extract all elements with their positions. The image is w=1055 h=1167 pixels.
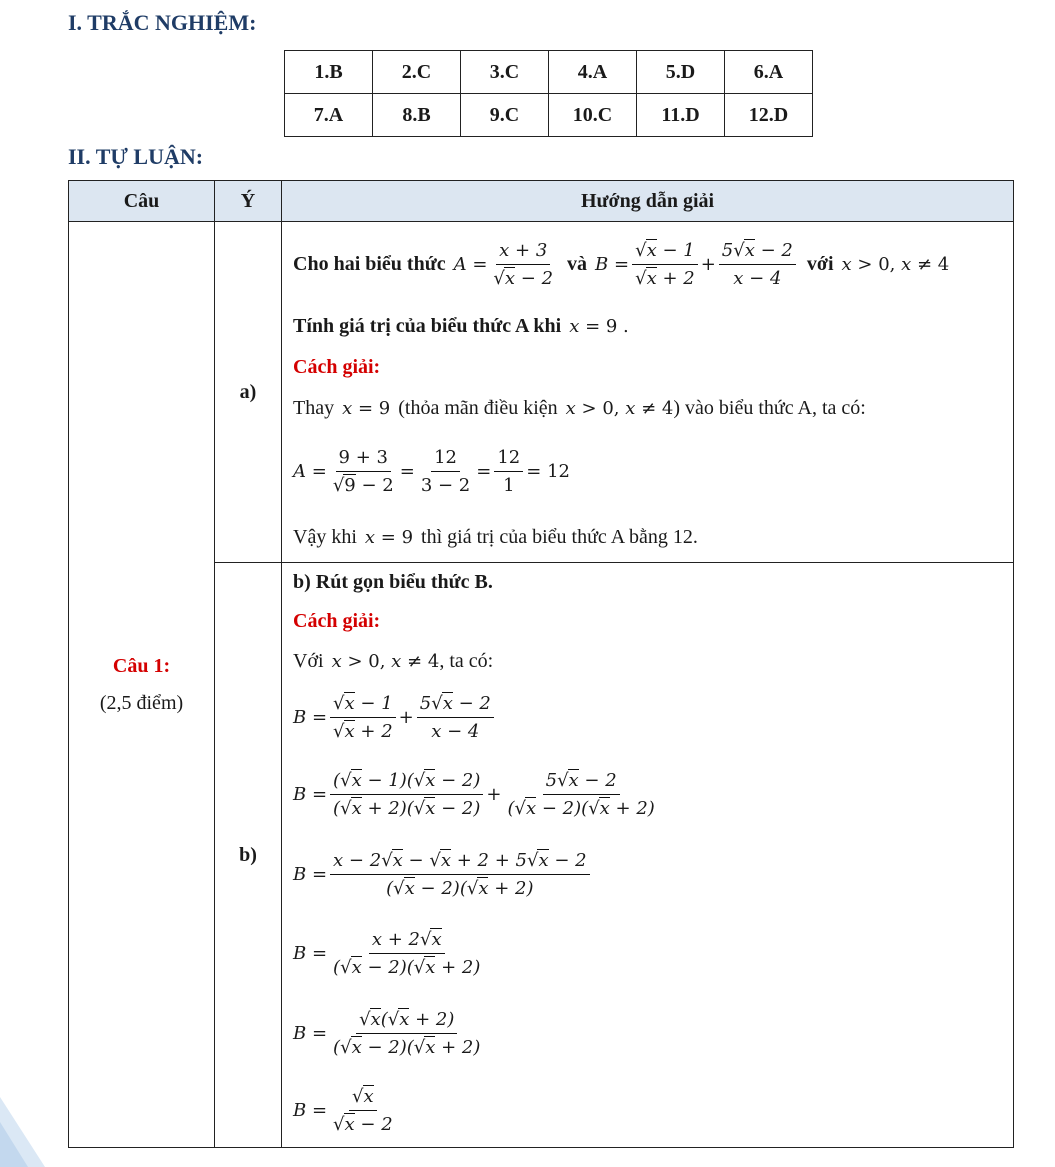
answer-cell: 5.D [637, 51, 725, 94]
answer-row [285, 51, 813, 94]
x-equals-9: x = 9 . [569, 315, 629, 337]
step-6: B = $\frac{√x}{√x - 2}$ [293, 1085, 393, 1135]
answer-cell: 2.C [373, 51, 461, 94]
answer-cell: 1.B [285, 51, 373, 94]
expr-A: A = $\frac{x + 3}{√x - 2}$ [453, 239, 554, 289]
answer-key-table [284, 50, 813, 137]
answer-cell: 12.D [725, 94, 813, 137]
question-points: (2,5 điểm) [99, 691, 184, 714]
header-cau: Câu [69, 181, 215, 222]
answer-cell: 10.C [549, 94, 637, 137]
condition-b: Với x > 0, x ≠ 4 , ta có: [293, 649, 494, 672]
step-1: B = $\frac{√x - 1}{√x + 2}$ + $\frac{5√x - 2}{x - 4}$ [293, 681, 1003, 753]
answer-cell: 9.C [461, 94, 549, 137]
part-a-row [69, 222, 1014, 563]
conclusion-a: Vậy khi x = 9 thì giá trị của biểu thức A bằng 12. [293, 525, 698, 548]
section-2-title: II. TỰ LUẬN: [68, 144, 204, 169]
answer-cell: 4.A [549, 51, 637, 94]
given-and: và [567, 252, 588, 275]
answer-cell: 11.D [637, 94, 725, 137]
substitution-line: Thay x = 9 (thỏa mãn điều kiện x > 0, x ≠ 4 ) vào biểu thức A, ta có: [293, 396, 866, 419]
given-with: với [806, 252, 834, 275]
task-a: Tính giá trị của biểu thức A khi x = 9 . [293, 314, 629, 337]
task-b: b) Rút gọn biểu thức B. [293, 570, 493, 593]
header-row [69, 181, 1014, 222]
step-4: B = $\frac{x + 2√x}{(√x - 2)(√x + 2)}$ [293, 928, 481, 978]
solution-table [68, 180, 1014, 1148]
part-b-solution [282, 563, 1014, 1148]
compute-A: A = $\frac{9 + 3}{√9 - 2}$ = $\frac{12}{3 - 2}$ = $\frac{12}{1}$ = 12 [293, 446, 570, 496]
answer-row [285, 94, 813, 137]
method-b: Cách giải: [293, 609, 381, 632]
corner-decoration [0, 1077, 60, 1167]
answer-cell: 7.A [285, 94, 373, 137]
expr-B: B = $\frac{√x - 1}{√x + 2}$ + $\frac{5√x - 2}{x - 4}$ [595, 240, 799, 289]
section-1-title: I. TRẮC NGHIỆM: [68, 10, 257, 35]
step-2: B = $\frac{(√x - 1)(√x - 2)}{(√x + 2)(√x - 2)}$ + $\frac{5√x - 2}{(√x - 2)(√x + 2)}$ [293, 769, 655, 819]
question-cell [69, 222, 215, 1148]
answer-cell: 8.B [373, 94, 461, 137]
condition: x > 0, x ≠ 4 [841, 253, 950, 275]
header-y: Ý [215, 181, 282, 222]
part-a-label: a) [215, 222, 282, 563]
method-a: Cách giải: [293, 355, 381, 378]
answer-cell: 3.C [461, 51, 549, 94]
header-guide: Hướng dẫn giải [282, 181, 1014, 222]
given-prefix: Cho hai biểu thức [293, 252, 446, 275]
part-b-label: b) [215, 563, 282, 1148]
step-5: B = $\frac{√x(√x + 2)}{(√x - 2)(√x + 2)}$ [293, 1008, 481, 1058]
step-3: B = $\frac{x - 2√x - √x + 2 + 5√x - 2}{(√x - 2)(√x + 2)}$ [293, 835, 1003, 913]
given-expressions [293, 222, 1003, 306]
part-a-solution [282, 222, 1014, 563]
question-title: Câu 1: [112, 654, 171, 677]
answer-cell: 6.A [725, 51, 813, 94]
